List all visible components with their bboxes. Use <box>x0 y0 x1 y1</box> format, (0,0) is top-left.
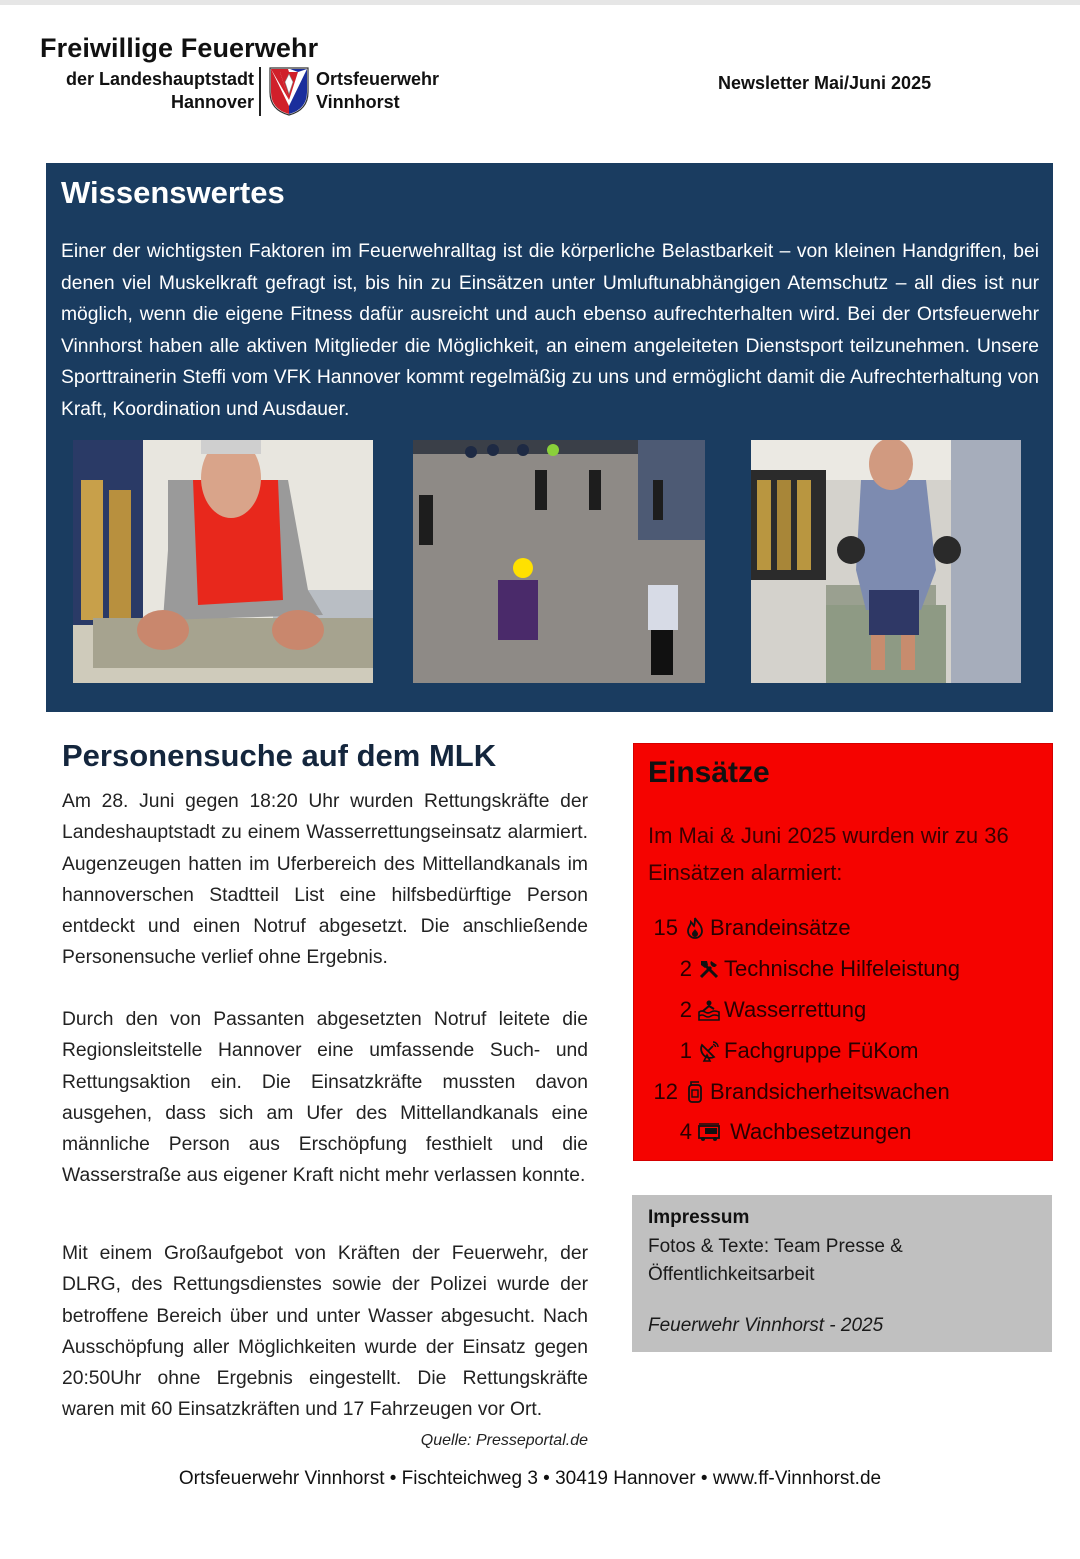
header-divider <box>259 67 261 116</box>
einsaetze-intro: Im Mai & Juni 2025 wurden wir zu 36 Einsätzen alarmiert: <box>648 823 1009 885</box>
organization-city-line1: der Landeshauptstadt <box>65 69 254 89</box>
fire-truck-icon <box>696 1119 722 1145</box>
photo-ball-game <box>413 440 705 683</box>
station-name-line2: Vinnhorst <box>316 92 400 112</box>
impressum-title: Impressum <box>648 1207 750 1228</box>
einsatz-label: Brandsicherheitswachen <box>710 1078 950 1104</box>
einsatz-count: 4 <box>679 1119 692 1145</box>
article-source: Quelle: Presseportal.de <box>420 1432 588 1449</box>
fire-icon <box>682 915 708 941</box>
wissenswertes-title: Wissenswertes <box>61 175 285 210</box>
tools-icon <box>696 956 722 982</box>
einsatz-label: Brandeinsätze <box>710 915 851 941</box>
photo-plank-exercise <box>73 440 373 683</box>
einsatz-item <box>648 990 1048 1031</box>
top-border <box>0 0 1080 5</box>
footer-address: Ortsfeuerwehr Vinnhorst • Fischteichweg 3 • 30419 Hannover • www.ff-Vinnhorst.de <box>178 1468 882 1489</box>
einsaetze-title: Einsätze <box>648 756 770 789</box>
organization-city <box>40 68 254 114</box>
einsatz-item <box>648 1071 1048 1112</box>
impressum-text: Fotos & Texte: Team Presse & Öffentlichkeitsarbeit <box>648 1236 903 1285</box>
organization-title: Freiwillige Feuerwehr <box>40 33 319 63</box>
einsatz-item <box>648 949 1048 990</box>
einsatz-label: Wasserrettung <box>724 996 867 1022</box>
fire-extinguisher-icon <box>682 1079 708 1105</box>
einsatz-count: 15 <box>653 915 678 941</box>
einsatz-item <box>648 1030 1048 1071</box>
einsaetze-section <box>633 743 1053 1161</box>
einsatz-item <box>648 1112 1048 1153</box>
station-name <box>316 68 439 114</box>
impressum-section <box>632 1195 1052 1352</box>
article-title: Personensuche auf dem MLK <box>62 738 497 773</box>
einsatz-label: Technische Hilfeleistung <box>724 956 961 982</box>
einsatz-count: 1 <box>679 1037 692 1063</box>
satellite-dish-icon <box>696 1038 722 1064</box>
article-paragraph-3: Mit einem Großaufgebot von Kräften der Feuerwehr, der DLRG, des Rettungsdienstes sowie der Polizei wurde der betroffene Bereich über und unter Wasser abgesucht. Nach Ausschöpfung aller Möglichkeiten wurde der Einsatz gegen 20:50Uhr ohne Ergebnis eingestellt. Die Rettungskräfte waren mit 60 Einsatzkräften und 17 Fahrzeugen vor Ort. <box>62 1243 588 1421</box>
newsletter-title: Newsletter Mai/Juni 2025 <box>718 73 932 93</box>
einsaetze-list <box>648 908 1048 1153</box>
coat-of-arms-shield-icon <box>268 66 310 116</box>
einsatz-count: 2 <box>679 956 692 982</box>
einsatz-count: 12 <box>653 1078 678 1104</box>
impressum-signature: Feuerwehr Vinnhorst - 2025 <box>648 1315 884 1336</box>
einsatz-item <box>648 908 1048 949</box>
photo-dumbbell-exercise <box>751 440 1021 683</box>
einsatz-label: Fachgruppe FüKom <box>724 1037 919 1063</box>
article-paragraph-1: Am 28. Juni gegen 18:20 Uhr wurden Rettungskräfte der Landeshauptstadt zu einem Wasserrettungseinsatz alarmiert. Augenzeugen hatten im Uferbereich des Mittellandkanals im hannoverschen Stadtteil List eine hilfsbedürftige Person entdeckt und einen Notruf abgesetzt. Die anschließende Personensuche verlief ohne Ergebnis. <box>62 791 588 969</box>
water-rescue-icon <box>696 997 722 1023</box>
article-paragraph-2: Durch den von Passanten abgesetzten Notruf leitete die Regionsleitstelle Hannover eine umfassende Such- und Rettungsaktion ein. Die Einsatzkräfte mussten davon ausgehen, dass sich am Ufer des Mittellandkanals eine männliche Person aus Erschöpfung festhielt und die Wasserstraße aus eigener Kraft nicht mehr verlassen konnte. <box>62 1009 588 1187</box>
organization-city-line2: Hannover <box>170 92 254 112</box>
wissenswertes-section <box>46 163 1053 712</box>
station-name-line1: Ortsfeuerwehr <box>316 69 440 89</box>
einsatz-label: Wachbesetzungen <box>724 1119 912 1145</box>
wissenswertes-text: Einer der wichtigsten Faktoren im Feuerwehralltag ist die körperliche Belastbarkeit – von kleinen Handgriffen, bei denen viel Muskelkraft gefragt ist, bis hin zu Einsätzen unter Umluftunabhängigen Atemschutz – all dies ist nur möglich, wenn die eigene Fitness dafür ausreicht und auch ebenso aufrechterhalten wird. Bei der Ortsfeuerwehr Vinnhorst haben alle aktiven Mitglieder die Möglichkeit, an einem angeleiteten Dienstsport teilzunehmen. Unsere Sporttrainerin Steffi vom VFK Hannover kommt regelmäßig zu uns und ermöglicht damit die Aufrechterhaltung von Kraft, Koordination und Ausdauer. <box>61 241 1039 420</box>
einsatz-count: 2 <box>679 996 692 1022</box>
